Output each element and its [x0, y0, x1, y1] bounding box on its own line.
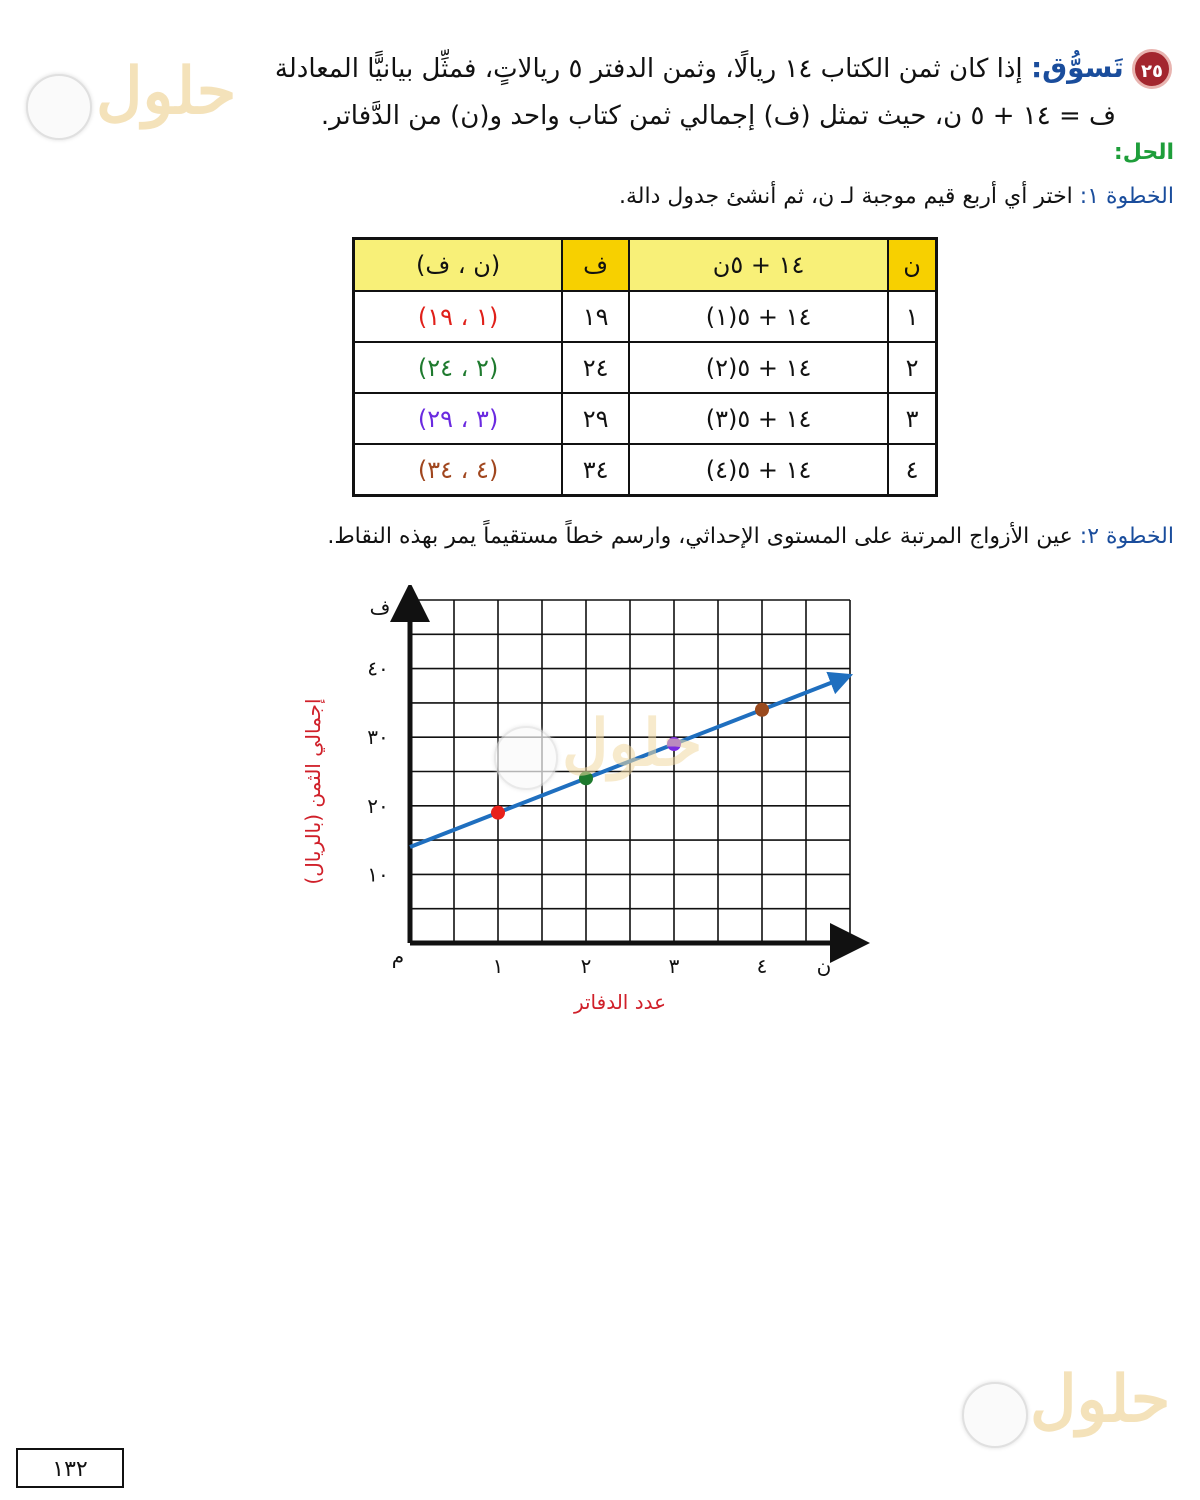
y-tick-label: ٢٠	[367, 793, 389, 818]
x-tick-label: ٤	[756, 954, 768, 978]
step-1-text: اختر أي أربع قيم موجبة لـ ن، ثم أنشئ جدول دالة.	[618, 184, 1073, 209]
cell-pair: (٤ ، ٣٤)	[354, 444, 563, 496]
question-number-badge: ٢٥	[1132, 49, 1172, 89]
table-row	[354, 444, 937, 496]
table-header-n: ن	[888, 239, 936, 292]
cell-f: ٣٤	[562, 444, 629, 496]
watermark-logo-circle	[494, 726, 558, 790]
question-text-1: إذا كان ثمن الكتاب ١٤ ريالًا، وثمن الدفتر ٥ ريالاتٍ، فمثِّل بيانيًّا المعادلة	[274, 54, 1023, 84]
watermark-logo: حلول	[562, 706, 703, 781]
step-2-label: الخطوة ٢:	[1079, 524, 1174, 549]
question-line-2	[321, 96, 1116, 136]
y-tick-label: ٤٠	[367, 656, 389, 681]
cell-expression: ١٤ + ٥(١)	[629, 291, 888, 342]
cell-f: ٢٩	[562, 393, 629, 444]
y-axis-name: ف	[369, 595, 391, 619]
x-axis-label: عدد الدفاتر	[573, 990, 667, 1014]
watermark-logo: حلول	[96, 54, 237, 129]
y-axis-label: إجمالي الثمن (بالريال)	[301, 698, 325, 885]
cell-f: ١٩	[562, 291, 629, 342]
cell-n: ١	[888, 291, 936, 342]
cell-expression: ١٤ + ٥(٢)	[629, 342, 888, 393]
x-tick-label: ٣	[668, 954, 680, 978]
step-2	[327, 524, 1174, 549]
cell-pair: (٢ ، ٢٤)	[354, 342, 563, 393]
cell-pair: (١ ، ١٩)	[354, 291, 563, 342]
cell-expression: ١٤ + ٥(٤)	[629, 444, 888, 496]
cell-pair: (٣ ، ٢٩)	[354, 393, 563, 444]
table-header-pair: (ن ، ف)	[354, 239, 563, 292]
x-tick-label: ١	[492, 954, 504, 978]
table-row	[354, 393, 937, 444]
x-axis-name: ن	[816, 954, 832, 978]
cell-n: ٢	[888, 342, 936, 393]
page-number: ١٣٢	[16, 1448, 124, 1488]
question-line-1	[275, 48, 1172, 89]
step-1	[619, 184, 1174, 209]
y-tick-label: ٣٠	[367, 725, 389, 750]
data-point	[491, 806, 505, 820]
cell-expression: ١٤ + ٥(٣)	[629, 393, 888, 444]
cell-n: ٤	[888, 444, 936, 496]
coordinate-graph	[290, 585, 890, 1025]
watermark-logo-circle	[962, 1382, 1028, 1448]
y-tick-label: ١٠	[367, 862, 389, 887]
step-1-label: الخطوة ١:	[1079, 184, 1174, 209]
watermark-logo: حلول	[1030, 1362, 1171, 1437]
watermark-logo-circle	[26, 74, 92, 140]
table-row	[354, 291, 937, 342]
question-text-2: ف = ١٤ + ٥ ن، حيث تمثل (ف) إجمالي ثمن كتاب واحد و(ن) من الدَّفاتر.	[320, 101, 1116, 131]
x-tick-label: ٢	[580, 954, 592, 978]
cell-n: ٣	[888, 393, 936, 444]
table-header-expression: ١٤ + ٥ن	[629, 239, 888, 292]
cell-f: ٢٤	[562, 342, 629, 393]
table-header-f: ف	[562, 239, 629, 292]
graph-labels	[301, 595, 831, 1014]
question-keyword: تَسوُّق:	[1030, 51, 1124, 84]
data-point	[755, 703, 769, 717]
table-row	[354, 342, 937, 393]
step-2-text: عين الأزواج المرتبة على المستوى الإحداثي، وارسم خطاً مستقيماً يمر بهذه النقاط.	[327, 524, 1073, 549]
function-table	[352, 237, 938, 497]
origin-label: م	[391, 944, 405, 968]
solution-label: الحل:	[1113, 140, 1174, 165]
